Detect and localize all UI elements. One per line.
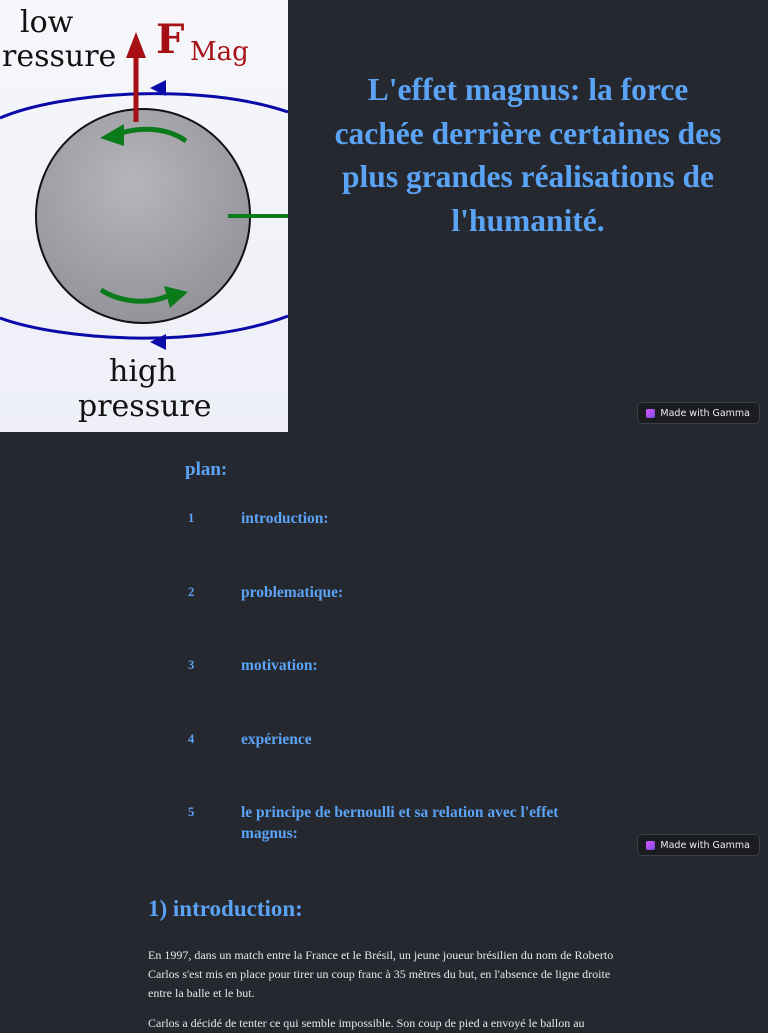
label-force-symbol: F [156, 16, 185, 63]
plan-item [188, 655, 608, 676]
magnus-diagram [0, 0, 288, 432]
badge-label: Made with Gamma [660, 407, 750, 419]
lower-flow-arrowhead [150, 334, 166, 350]
plan-item-number: 4 [188, 732, 195, 746]
gamma-logo-icon [646, 409, 655, 418]
label-low-pressure: ressure [2, 39, 117, 74]
plan-item [188, 729, 608, 750]
label-force-sub: Mag [190, 37, 249, 67]
plan-item-number: 3 [188, 658, 195, 672]
plan-item-label: motivation: [241, 657, 318, 674]
made-with-gamma-badge[interactable] [637, 834, 760, 856]
plan-item-number: 5 [188, 805, 195, 819]
plan-title: plan: [185, 459, 228, 480]
intro-paragraph-2: Carlos a décidé de tenter ce qui semble impossible. Son coup de pied a envoyé le ballon au [148, 1016, 585, 1030]
section-title-introduction: 1) introduction: [148, 896, 303, 921]
plan-item-label: expérience [241, 731, 312, 748]
plan-item-label: introduction: [241, 510, 329, 527]
magnus-diagram-svg [0, 0, 288, 432]
label-high-pressure: pressure [78, 389, 212, 424]
ball [36, 109, 250, 323]
force-arrow-head [126, 32, 146, 58]
label-high: high [109, 354, 177, 389]
gamma-logo-icon [646, 841, 655, 850]
made-with-gamma-badge[interactable] [637, 402, 760, 424]
plan-item [188, 508, 608, 529]
badge-label: Made with Gamma [660, 839, 750, 851]
plan-item [188, 582, 608, 603]
plan-item-number: 2 [188, 585, 195, 599]
plan-item-label: le principe de bernoulli et sa relation avec l'effet magnus: [241, 804, 559, 842]
label-low: low [20, 5, 74, 40]
plan-item [188, 802, 608, 844]
plan-item-label: problematique: [241, 584, 344, 601]
page-title: L'effet magnus: la force cachée derrière certaines des plus grandes réalisations de l'humanité. [334, 72, 722, 238]
plan-item-number: 1 [188, 511, 195, 525]
intro-paragraph-1: En 1997, dans un match entre la France et le Brésil, un jeune joueur brésilien du nom de Roberto Carlos s'est mis en place pour tirer un coup franc à 35 mètres du but, en l'absence de ligne droite entre la balle et le but. [148, 948, 614, 1000]
